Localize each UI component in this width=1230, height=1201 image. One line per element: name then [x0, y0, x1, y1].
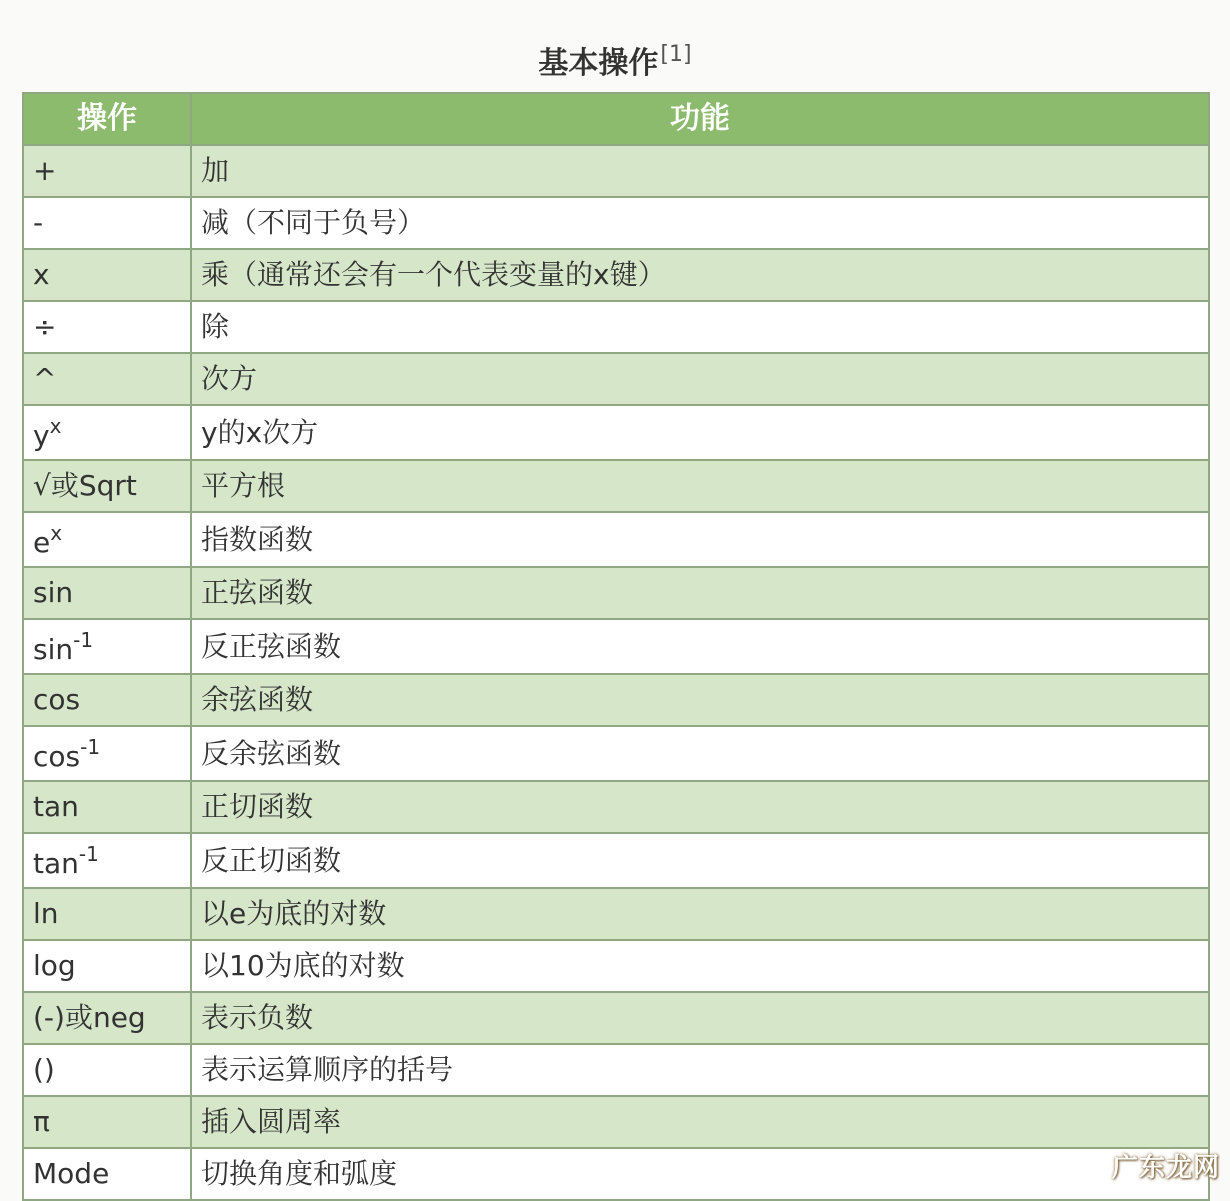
table-row [23, 249, 1209, 301]
table-row [23, 726, 1209, 781]
operation-cell [23, 1044, 191, 1096]
operations-table [22, 92, 1210, 1201]
function-cell: 以e为底的对数 [191, 888, 1209, 940]
table-row [23, 512, 1209, 567]
table-row [23, 833, 1209, 888]
table-row [23, 301, 1209, 353]
table-row [23, 1096, 1209, 1148]
operation-symbol: tan [33, 846, 79, 880]
operation-cell [23, 197, 191, 249]
table-row [23, 781, 1209, 833]
table-row [23, 1044, 1209, 1096]
operation-cell [23, 460, 191, 512]
operation-cell [23, 249, 191, 301]
function-cell: 表示运算顺序的括号 [191, 1044, 1209, 1096]
operation-symbol: √或Sqrt [33, 469, 137, 502]
operation-symbol: Mode [33, 1157, 110, 1190]
operation-symbol: ^ [33, 362, 57, 395]
operation-symbol: ÷ [33, 310, 57, 343]
function-cell: 切换角度和弧度 [191, 1148, 1209, 1200]
operation-cell [23, 781, 191, 833]
watermark-logo: 广东龙网 [1111, 1153, 1220, 1183]
header-operation: 操作 [23, 93, 191, 145]
table-header-row [23, 93, 1209, 145]
operation-cell [23, 619, 191, 674]
table-row [23, 145, 1209, 197]
operation-superscript: x [50, 520, 63, 545]
function-cell: 插入圆周率 [191, 1096, 1209, 1148]
operation-cell [23, 353, 191, 405]
table-row [23, 940, 1209, 992]
operation-cell [23, 940, 191, 992]
operation-cell [23, 1096, 191, 1148]
function-cell: 反余弦函数 [191, 726, 1209, 781]
function-cell: 加 [191, 145, 1209, 197]
operation-symbol: π [33, 1105, 50, 1138]
table-row [23, 674, 1209, 726]
operation-symbol: log [33, 949, 76, 982]
operation-symbol: sin [33, 632, 74, 666]
operation-superscript: -1 [78, 841, 99, 866]
function-cell: 以10为底的对数 [191, 940, 1209, 992]
operation-symbol: + [33, 154, 57, 187]
table-row [23, 460, 1209, 512]
operation-cell [23, 567, 191, 619]
table-row [23, 1148, 1209, 1200]
operation-symbol: cos [33, 683, 81, 716]
operation-cell [23, 512, 191, 567]
operation-cell [23, 888, 191, 940]
operation-symbol: tan [33, 790, 79, 823]
table-row [23, 353, 1209, 405]
operation-symbol: (-)或neg [33, 1001, 146, 1034]
function-cell: y的x次方 [191, 405, 1209, 460]
function-cell: 正切函数 [191, 781, 1209, 833]
operation-superscript: x [49, 413, 62, 438]
function-cell: 减（不同于负号） [191, 197, 1209, 249]
operation-cell [23, 301, 191, 353]
function-cell: 反正切函数 [191, 833, 1209, 888]
function-cell: 除 [191, 301, 1209, 353]
operation-symbol: sin [33, 576, 74, 609]
operation-cell [23, 674, 191, 726]
table-row [23, 992, 1209, 1044]
table-row [23, 888, 1209, 940]
table-caption [0, 38, 1230, 82]
function-cell: 乘（通常还会有一个代表变量的x键） [191, 249, 1209, 301]
function-cell: 指数函数 [191, 512, 1209, 567]
operation-symbol: e [33, 525, 51, 559]
table-row [23, 567, 1209, 619]
operation-cell [23, 726, 191, 781]
function-cell: 正弦函数 [191, 567, 1209, 619]
operation-symbol: - [33, 206, 44, 239]
caption-title: 基本操作 [538, 46, 659, 81]
reference-link[interactable]: [1] [660, 42, 692, 67]
operation-symbol: cos [33, 739, 81, 773]
operation-symbol: () [33, 1053, 55, 1086]
operation-cell [23, 992, 191, 1044]
operation-cell [23, 1148, 191, 1200]
function-cell: 平方根 [191, 460, 1209, 512]
operation-cell [23, 833, 191, 888]
table-body [23, 145, 1209, 1200]
operation-symbol: y [33, 418, 50, 452]
function-cell: 反正弦函数 [191, 619, 1209, 674]
function-cell: 余弦函数 [191, 674, 1209, 726]
table-row [23, 405, 1209, 460]
operation-symbol: ln [33, 897, 59, 930]
operation-superscript: -1 [73, 627, 94, 652]
operation-symbol: x [33, 258, 50, 291]
operation-cell [23, 405, 191, 460]
table-row [23, 619, 1209, 674]
table-row [23, 197, 1209, 249]
header-function: 功能 [191, 93, 1209, 145]
function-cell: 表示负数 [191, 992, 1209, 1044]
operation-superscript: -1 [80, 734, 101, 759]
operation-cell [23, 145, 191, 197]
function-cell: 次方 [191, 353, 1209, 405]
